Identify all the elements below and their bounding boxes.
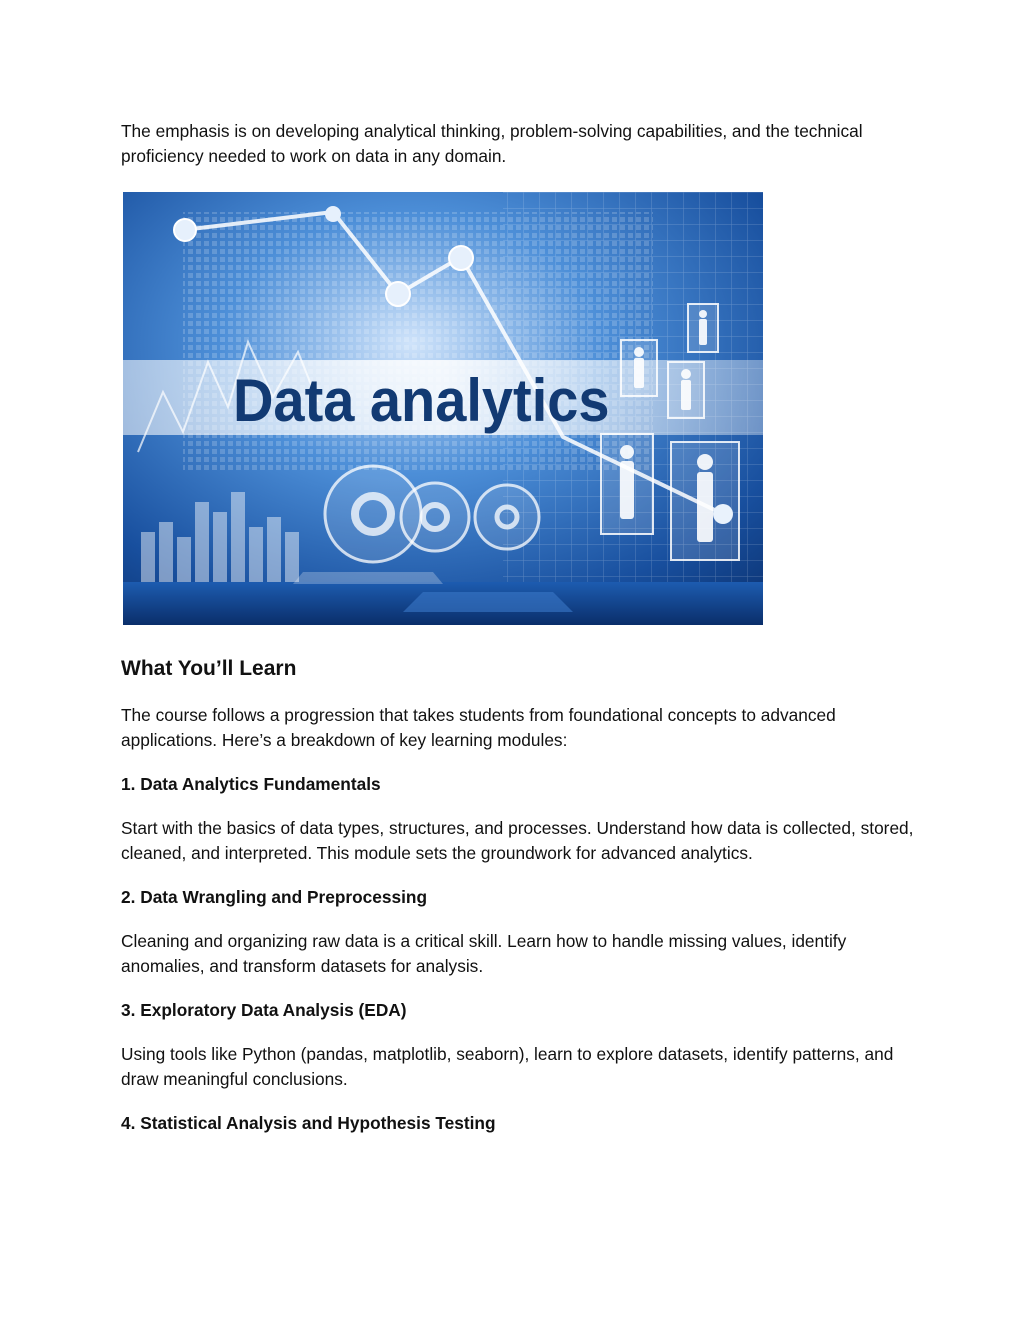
module-3-title: 3. Exploratory Data Analysis (EDA) (121, 1000, 407, 1020)
module-4-title: 4. Statistical Analysis and Hypothesis Testing (121, 1113, 496, 1133)
module-1-body: Start with the basics of data types, structures, and processes. Understand how data is collected, stored, cleaned, and interpreted. This module sets the groundwork for advanced analytics. (121, 818, 914, 863)
section-heading: What You’ll Learn (121, 657, 297, 680)
module-2-body: Cleaning and organizing raw data is a critical skill. Learn how to handle missing values, identify anomalies, and transform datasets for analysis. (121, 931, 847, 976)
intro-paragraph: The emphasis is on developing analytical thinking, problem-solving capabilities, and the technical proficiency needed to work on data in any domain. (121, 121, 863, 166)
section-intro-paragraph: The course follows a progression that takes students from foundational concepts to advanced applications. Here’s a breakdown of key learning modules: (121, 705, 836, 750)
banner-title: Data analytics (233, 366, 610, 435)
module-1-title: 1. Data Analytics Fundamentals (121, 774, 381, 794)
module-2-title: 2. Data Wrangling and Preprocessing (121, 887, 428, 907)
module-3-body: Using tools like Python (pandas, matplotlib, seaborn), learn to explore datasets, identify patterns, and draw meaningful conclusions. (121, 1044, 894, 1089)
data-analytics-banner-image (123, 192, 763, 625)
